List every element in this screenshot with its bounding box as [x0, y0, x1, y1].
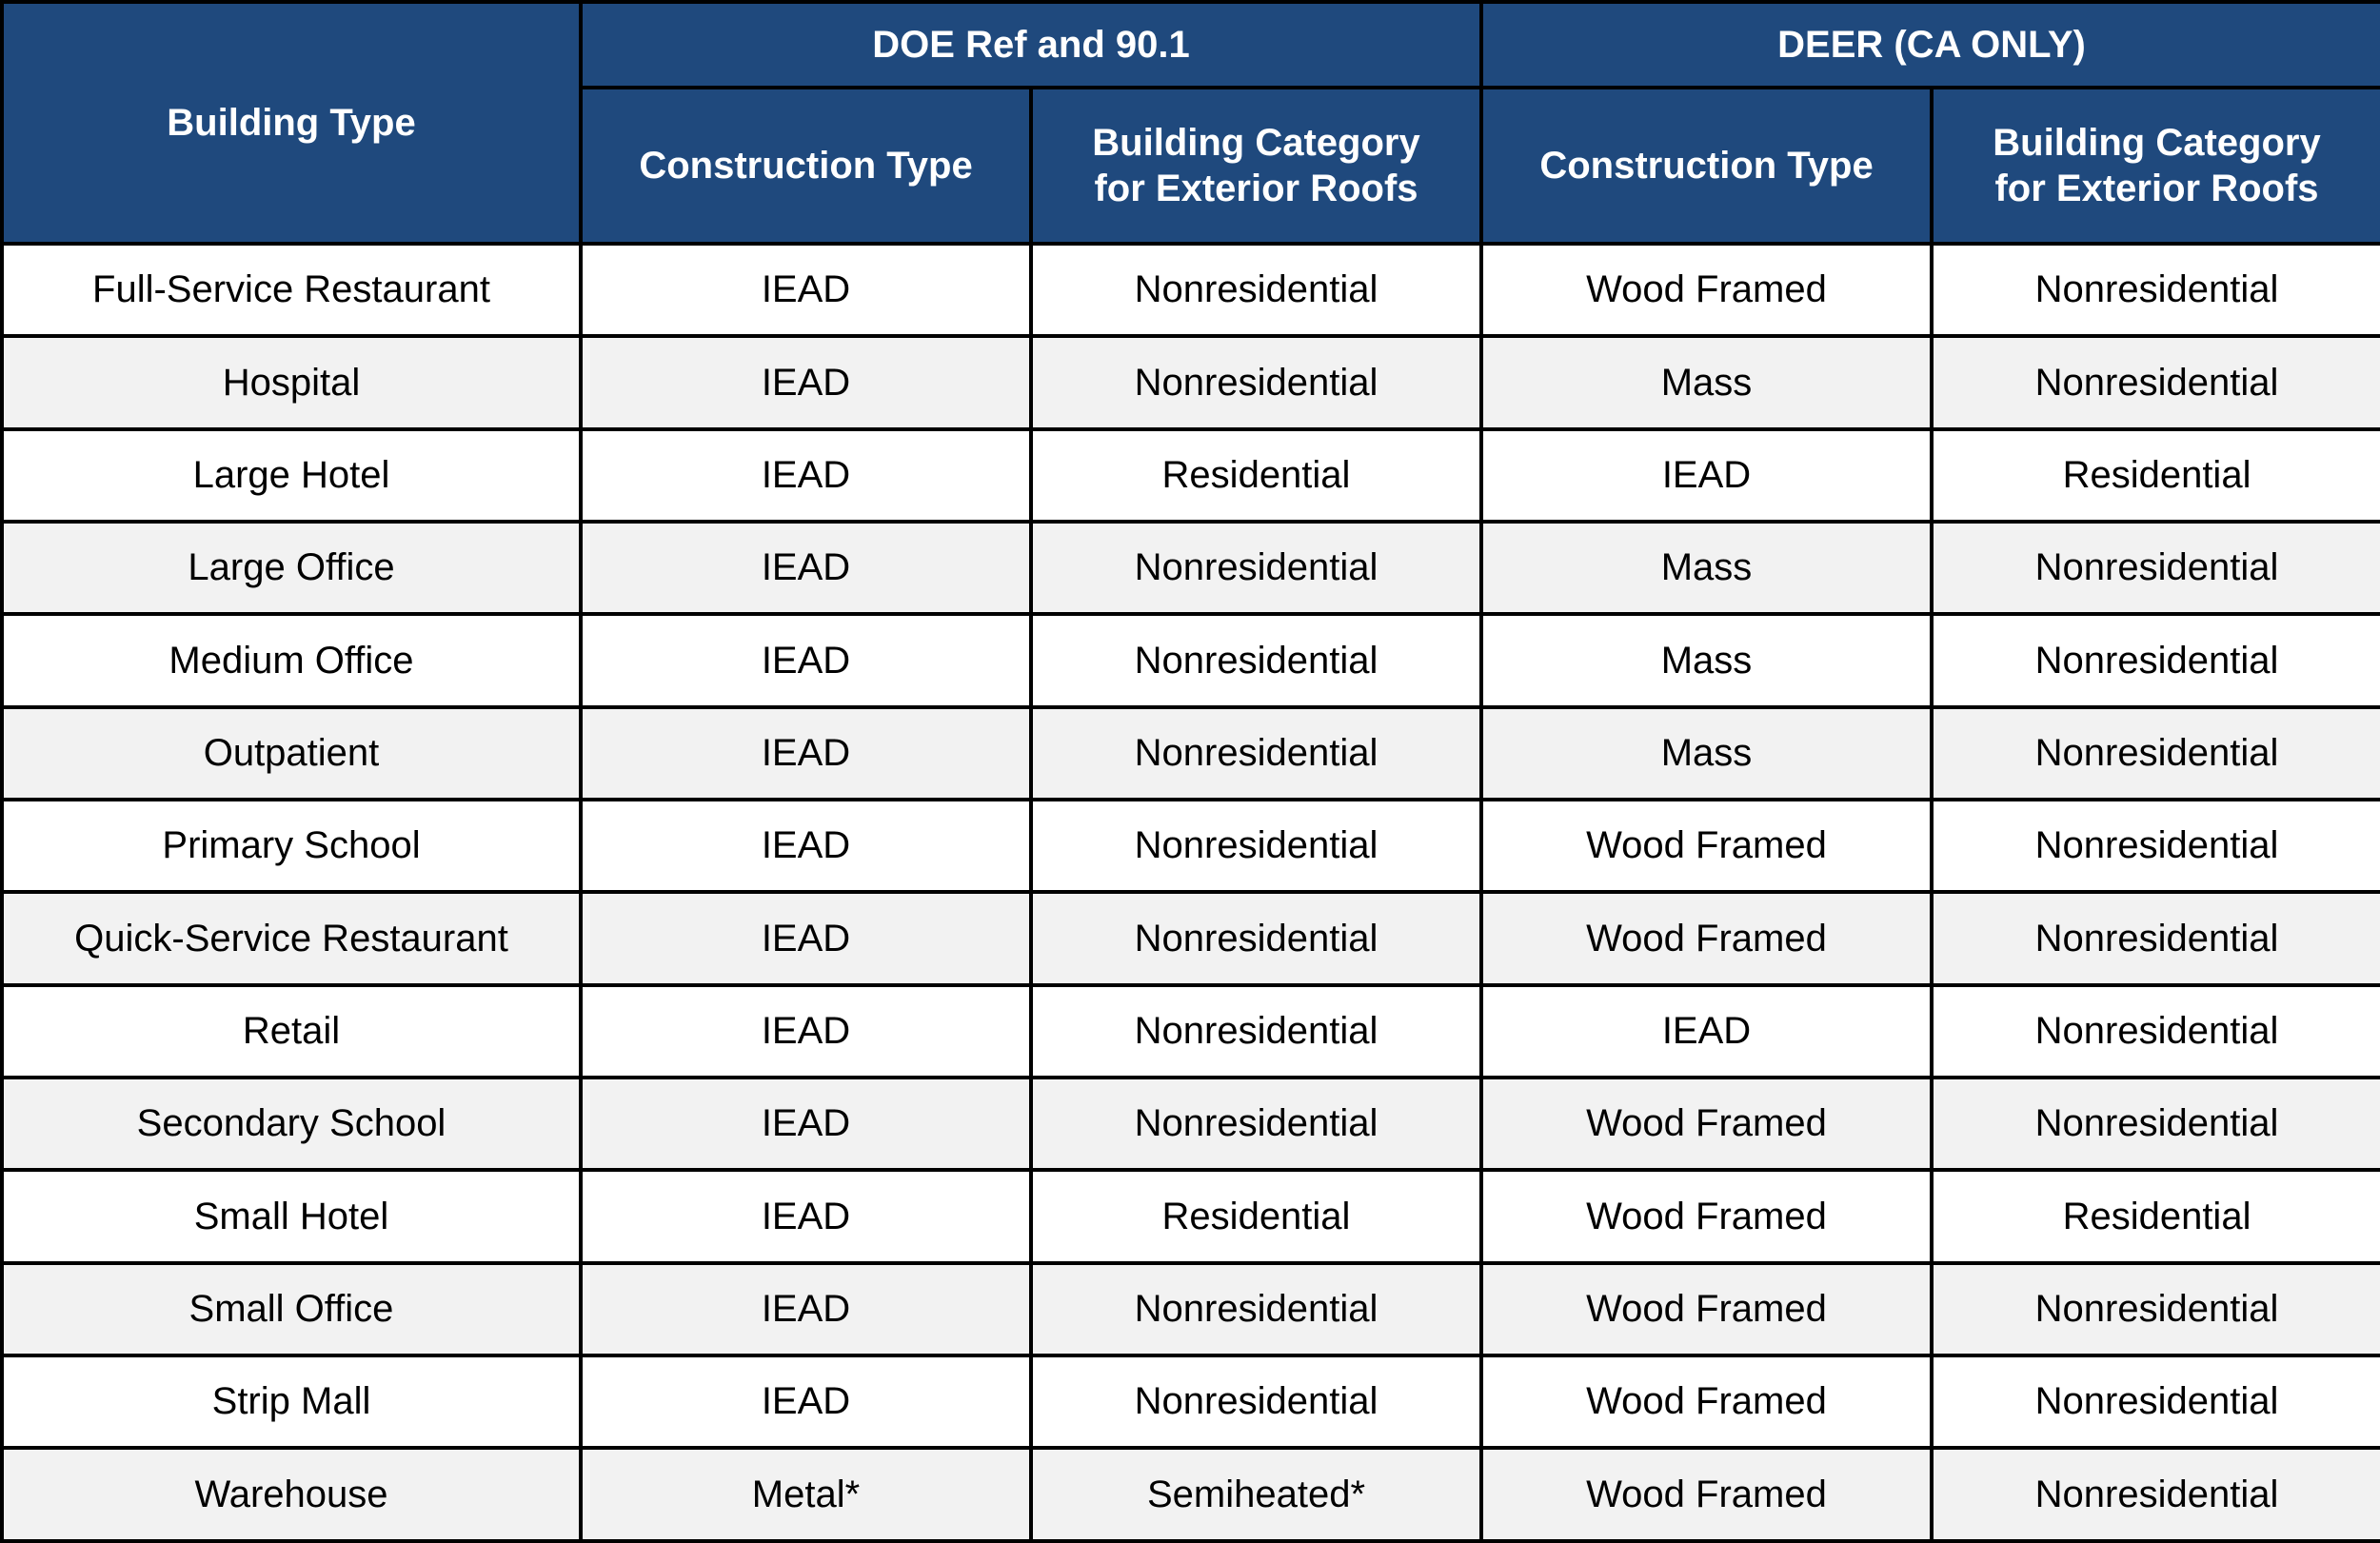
cell-doe-building-category: Semiheated* [1031, 1448, 1481, 1541]
cell-deer-construction-type: Wood Framed [1481, 1355, 1932, 1448]
cell-doe-building-category: Nonresidential [1031, 800, 1481, 892]
table-body [2, 244, 2380, 1541]
cell-building-type: Strip Mall [2, 1355, 581, 1448]
cell-doe-construction-type: IEAD [581, 1078, 1031, 1170]
cell-building-type: Hospital [2, 336, 581, 428]
cell-deer-building-category: Residential [1932, 1170, 2380, 1262]
cell-building-type: Quick-Service Restaurant [2, 892, 581, 984]
cell-deer-building-category: Nonresidential [1932, 522, 2380, 614]
cell-doe-building-category: Nonresidential [1031, 1355, 1481, 1448]
header-deer-building-category [1932, 88, 2380, 244]
cell-deer-construction-type: Wood Framed [1481, 1170, 1932, 1262]
cell-doe-building-category: Nonresidential [1031, 985, 1481, 1078]
header-doe-category-line1: Building Category [1092, 122, 1420, 164]
cell-doe-construction-type: IEAD [581, 244, 1031, 336]
table-row [2, 1078, 2380, 1170]
table-row [2, 1263, 2380, 1355]
cell-building-type: Small Hotel [2, 1170, 581, 1262]
header-group-doe: DOE Ref and 90.1 [581, 2, 1481, 88]
table-header [2, 2, 2380, 244]
header-group-deer: DEER (CA ONLY) [1481, 2, 2380, 88]
cell-deer-building-category: Nonresidential [1932, 800, 2380, 892]
cell-doe-construction-type: IEAD [581, 429, 1031, 522]
header-building-type: Building Type [2, 2, 581, 244]
table-row [2, 244, 2380, 336]
cell-deer-building-category: Nonresidential [1932, 1448, 2380, 1541]
header-doe-category-line2: for Exterior Roofs [1094, 168, 1418, 209]
cell-doe-construction-type: IEAD [581, 800, 1031, 892]
cell-doe-construction-type: IEAD [581, 1170, 1031, 1262]
cell-doe-construction-type: IEAD [581, 707, 1031, 800]
cell-doe-building-category: Nonresidential [1031, 707, 1481, 800]
cell-deer-building-category: Nonresidential [1932, 1355, 2380, 1448]
cell-deer-construction-type: Wood Framed [1481, 244, 1932, 336]
table-row [2, 800, 2380, 892]
header-row-groups [2, 2, 2380, 88]
cell-deer-construction-type: Wood Framed [1481, 892, 1932, 984]
cell-deer-construction-type: Mass [1481, 707, 1932, 800]
cell-doe-construction-type: IEAD [581, 892, 1031, 984]
table-row [2, 707, 2380, 800]
cell-doe-building-category: Nonresidential [1031, 614, 1481, 706]
cell-doe-construction-type: Metal* [581, 1448, 1031, 1541]
cell-building-type: Full-Service Restaurant [2, 244, 581, 336]
cell-deer-construction-type: IEAD [1481, 429, 1932, 522]
cell-deer-construction-type: Wood Framed [1481, 1078, 1932, 1170]
cell-deer-building-category: Nonresidential [1932, 614, 2380, 706]
cell-building-type: Small Office [2, 1263, 581, 1355]
header-doe-building-category [1031, 88, 1481, 244]
table-row [2, 1448, 2380, 1541]
table-row [2, 614, 2380, 706]
cell-doe-building-category: Nonresidential [1031, 892, 1481, 984]
table-row [2, 1355, 2380, 1448]
cell-deer-construction-type: Mass [1481, 522, 1932, 614]
cell-doe-building-category: Residential [1031, 429, 1481, 522]
cell-doe-construction-type: IEAD [581, 522, 1031, 614]
header-doe-construction-type: Construction Type [581, 88, 1031, 244]
cell-building-type: Secondary School [2, 1078, 581, 1170]
cell-building-type: Large Hotel [2, 429, 581, 522]
cell-doe-building-category: Residential [1031, 1170, 1481, 1262]
header-deer-category-line1: Building Category [1993, 122, 2321, 164]
cell-deer-construction-type: Mass [1481, 336, 1932, 428]
cell-deer-building-category: Nonresidential [1932, 244, 2380, 336]
header-deer-category-line2: for Exterior Roofs [1994, 168, 2319, 209]
cell-doe-building-category: Nonresidential [1031, 1078, 1481, 1170]
cell-doe-construction-type: IEAD [581, 985, 1031, 1078]
table-row [2, 429, 2380, 522]
cell-deer-construction-type: IEAD [1481, 985, 1932, 1078]
cell-doe-building-category: Nonresidential [1031, 1263, 1481, 1355]
cell-doe-construction-type: IEAD [581, 1355, 1031, 1448]
cell-deer-building-category: Nonresidential [1932, 1078, 2380, 1170]
cell-deer-building-category: Residential [1932, 429, 2380, 522]
cell-deer-building-category: Nonresidential [1932, 707, 2380, 800]
table-row [2, 522, 2380, 614]
cell-building-type: Primary School [2, 800, 581, 892]
header-deer-construction-type: Construction Type [1481, 88, 1932, 244]
cell-deer-building-category: Nonresidential [1932, 892, 2380, 984]
table-row [2, 985, 2380, 1078]
cell-doe-construction-type: IEAD [581, 614, 1031, 706]
cell-doe-construction-type: IEAD [581, 336, 1031, 428]
cell-building-type: Warehouse [2, 1448, 581, 1541]
cell-building-type: Medium Office [2, 614, 581, 706]
table-row [2, 336, 2380, 428]
cell-deer-construction-type: Wood Framed [1481, 800, 1932, 892]
cell-deer-construction-type: Wood Framed [1481, 1263, 1932, 1355]
cell-building-type: Large Office [2, 522, 581, 614]
table-row [2, 1170, 2380, 1262]
cell-deer-building-category: Nonresidential [1932, 985, 2380, 1078]
cell-deer-building-category: Nonresidential [1932, 1263, 2380, 1355]
cell-doe-building-category: Nonresidential [1031, 522, 1481, 614]
cell-deer-building-category: Nonresidential [1932, 336, 2380, 428]
cell-doe-building-category: Nonresidential [1031, 244, 1481, 336]
cell-doe-building-category: Nonresidential [1031, 336, 1481, 428]
cell-building-type: Outpatient [2, 707, 581, 800]
cell-doe-construction-type: IEAD [581, 1263, 1031, 1355]
table-row [2, 892, 2380, 984]
cell-deer-construction-type: Wood Framed [1481, 1448, 1932, 1541]
cell-deer-construction-type: Mass [1481, 614, 1932, 706]
cell-building-type: Retail [2, 985, 581, 1078]
